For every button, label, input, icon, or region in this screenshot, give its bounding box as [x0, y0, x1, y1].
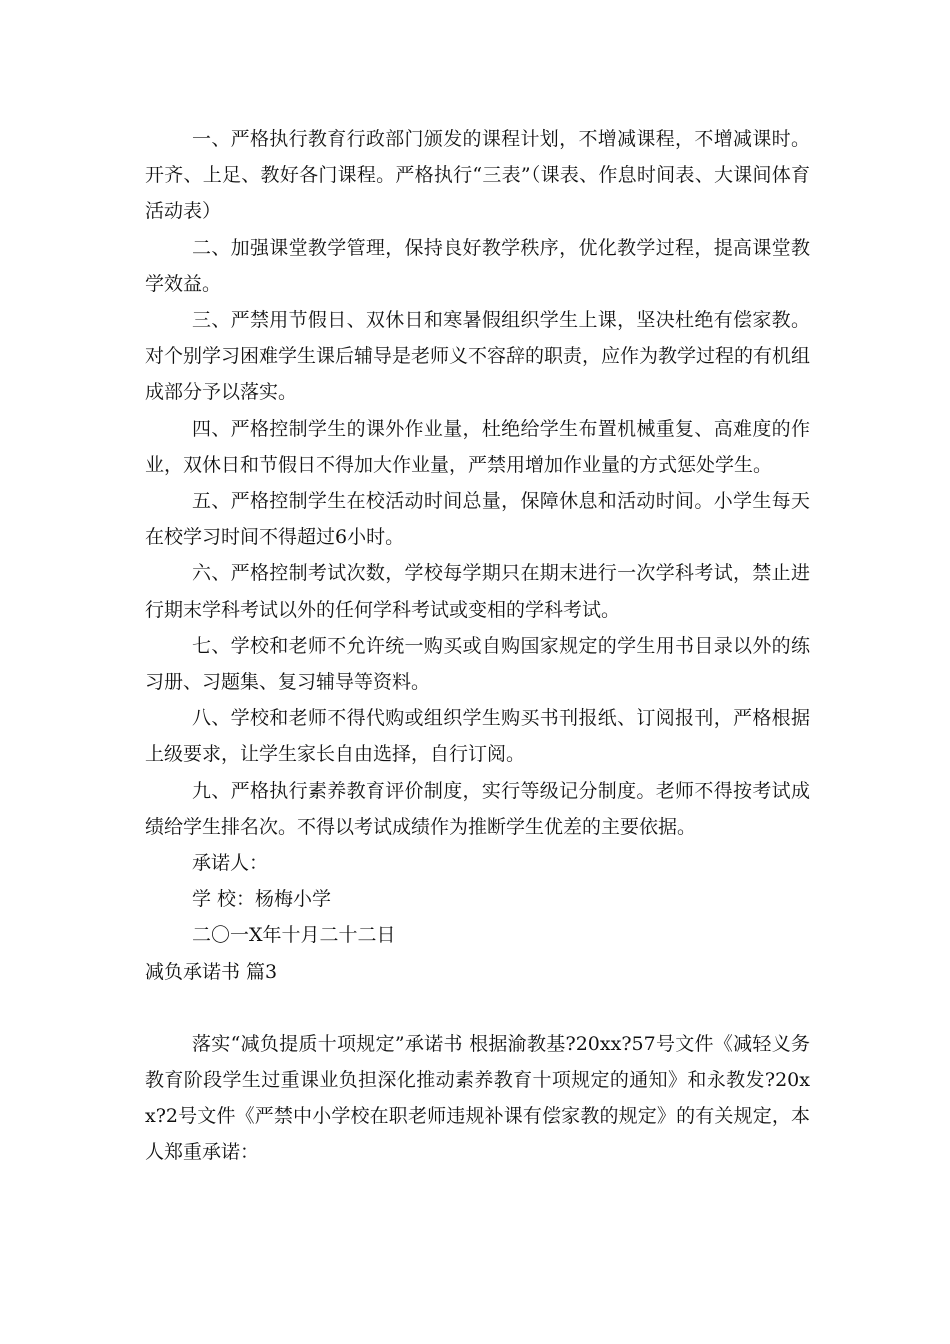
- blank-line: [145, 990, 810, 1026]
- rule-8: 八、学校和老师不得代购或组织学生购买书刊报纸、订阅报刊，严格根据上级要求，让学生家长自由选择，自行订阅。: [145, 707, 810, 766]
- document-page: [145, 121, 810, 1171]
- date-line: 二〇一X年十月二十二日: [192, 924, 396, 947]
- school-line: 学 校：杨梅小学: [192, 888, 332, 911]
- rule-9: 九、严格执行素养教育评价制度，实行等级记分制度。老师不得按考试成绩给学生排名次。不得以考试成绩作为推断学生优差的主要依据。: [145, 779, 810, 838]
- rule-1: 一、严格执行教育行政部门颁发的课程计划，不增减课程，不增减课时。开齐、上足、教好各门课程。严格执行“三表”（课表、作息时间表、大课间体育活动表）: [145, 128, 810, 223]
- section-heading: 减负承诺书 篇3: [145, 960, 278, 983]
- rule-5: 五、严格控制学生在校活动时间总量，保障休息和活动时间。小学生每天在校学习时间不得超过6小时。: [145, 490, 810, 549]
- rule-2: 二、加强课堂教学管理，保持良好教学秩序，优化教学过程，提高课堂教学效益。: [145, 236, 810, 295]
- promisor-label: 承诺人：: [192, 852, 269, 875]
- rule-3: 三、严禁用节假日、双休日和寒暑假组织学生上课，坚决杜绝有偿家教。对个别学习困难学生课后辅导是老师义不容辞的职责，应作为教学过程的有机组成部分予以落实。: [145, 309, 811, 404]
- rule-7: 七、学校和老师不允许统一购买或自购国家规定的学生用书目录以外的练习册、习题集、复习辅导等资料。: [145, 634, 810, 694]
- rule-4: 四、严格控制学生的课外作业量，杜绝给学生布置机械重复、高难度的作业，双休日和节假日不得加大作业量，严禁用增加作业量的方式惩处学生。: [145, 417, 810, 476]
- rule-6: 六、严格控制考试次数，学校每学期只在期末进行一次学科考试，禁止进行期末学科考试以外的任何学科考试或变相的学科考试。: [145, 562, 810, 621]
- section-intro: 落实“减负提质十项规定”承诺书 根据渝教基?20xx?57号文件《减轻义务教育阶段学生过重课业负担深化推动素养教育十项规定的通知》和永教发?20xx?2号文件《严禁中小学校在职老师违规补课有偿家教的规定》的有关规定，本人郑重承诺：: [145, 1032, 810, 1164]
